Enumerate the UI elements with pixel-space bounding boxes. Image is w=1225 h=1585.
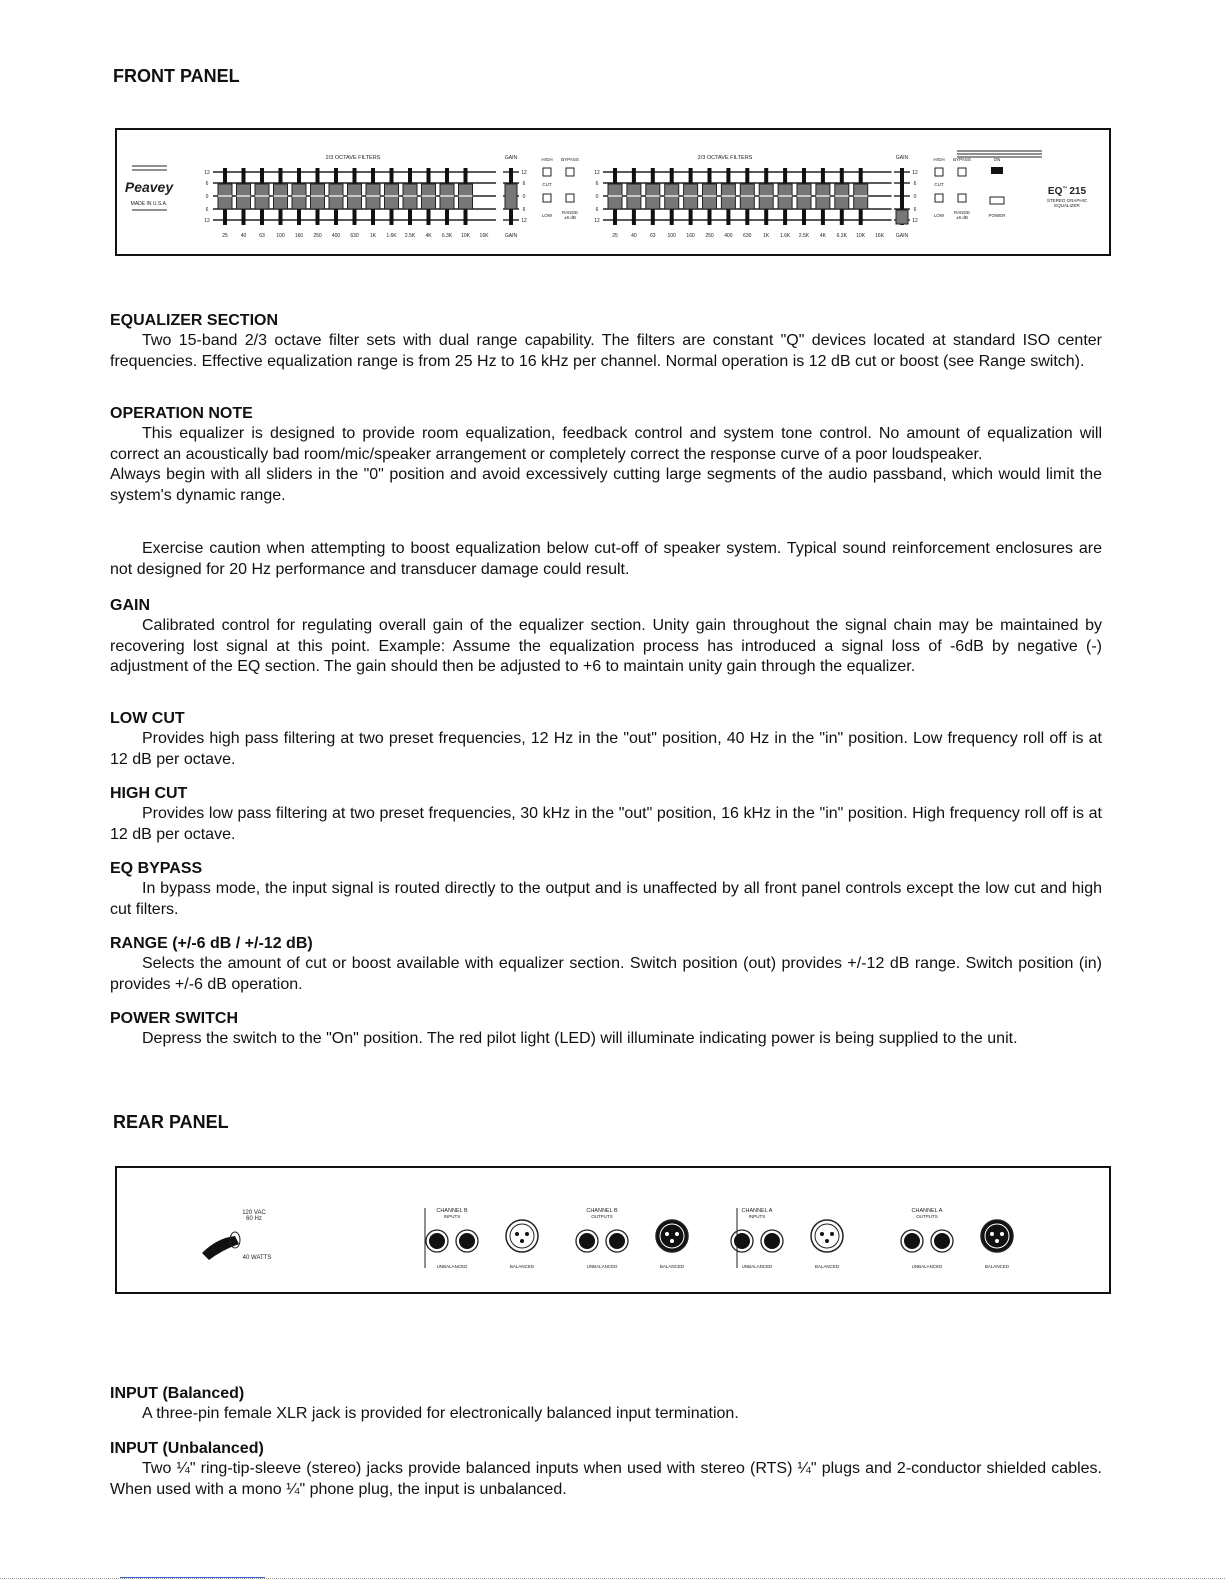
channel-label: CHANNEL A <box>911 1208 943 1214</box>
scale-label: 6 <box>595 181 599 187</box>
channel-sub-label: OUTPUTS <box>591 1214 613 1219</box>
frequency-label: 100 <box>276 233 285 239</box>
gain-scale-label: 12 <box>912 170 918 176</box>
channel-label: CHANNEL B <box>436 1208 468 1214</box>
high-cut-button[interactable] <box>543 168 551 176</box>
section-paragraph: In bypass mode, the input signal is routed directly to the output and is unaffected by all front panel controls except the low cut and high cut filters. <box>110 880 1102 918</box>
xlr-male-jack-icon[interactable] <box>656 1220 688 1252</box>
frequency-label: 250 <box>705 233 714 239</box>
frequency-label: 2.5K <box>404 233 416 239</box>
high-cut-label: HIGH <box>541 157 553 162</box>
bypass-button[interactable] <box>958 168 966 176</box>
jack-center <box>764 1233 780 1249</box>
section-operation-note <box>110 404 1102 506</box>
frequency-label: 1.6K <box>386 233 397 239</box>
frequency-label: 4K <box>819 233 826 239</box>
gain-scale-label: 6 <box>913 181 917 187</box>
gain-scale-label: 0 <box>913 194 917 200</box>
scale-label: 0 <box>595 194 599 200</box>
range-value-label: ±6 dB <box>564 215 576 220</box>
frequency-label: 1K <box>763 233 770 239</box>
xlr-pin <box>515 1232 519 1236</box>
section-eq-bypass <box>110 859 1102 920</box>
xlr-pin <box>825 1239 829 1243</box>
gain-scale-label: 6 <box>522 207 526 213</box>
xlr-pin <box>525 1232 529 1236</box>
jack-center <box>459 1233 475 1249</box>
gain-slider-knob[interactable] <box>896 210 908 224</box>
section-paragraph: A three-pin female XLR jack is provided for electronically balanced input termination. <box>142 1405 739 1422</box>
high-cut-label: HIGH <box>933 157 945 162</box>
bypass-button[interactable] <box>566 168 574 176</box>
unbalanced-label: UNBALANCED <box>911 1264 943 1269</box>
section-gain <box>110 596 1102 678</box>
filters-label: 2/3 OCTAVE FILTERS <box>697 155 753 161</box>
scale-label: 6 <box>205 207 209 213</box>
on-label: ON <box>993 157 1001 162</box>
model-description: EQUALIZER <box>1054 203 1080 208</box>
power-led <box>991 167 1003 174</box>
frequency-label: 25 <box>222 233 228 239</box>
frequency-label: 40 <box>240 233 247 239</box>
frequency-label: 16K <box>875 233 885 239</box>
frequency-label: 160 <box>686 233 695 239</box>
scale-label: 6 <box>595 207 599 213</box>
xlr-pin <box>670 1239 674 1243</box>
low-cut-label: LOW <box>933 213 945 218</box>
xlr-pin <box>820 1232 824 1236</box>
section-range-6-db-12-db <box>110 934 1102 995</box>
xlr-female-jack-icon[interactable] <box>506 1220 538 1252</box>
frequency-label: 63 <box>650 233 656 239</box>
section-heading: POWER SWITCH <box>110 1010 238 1027</box>
frequency-label: 1K <box>369 233 377 239</box>
wattage-label: 40 WATTS <box>242 1255 272 1261</box>
section-power-switch <box>110 1009 1102 1050</box>
section-input-balanced <box>110 1384 1102 1425</box>
gain-scale-label: 6 <box>913 207 917 213</box>
frequency-label: 63 <box>259 233 265 239</box>
power-label: POWER <box>988 213 1006 218</box>
section-heading: INPUT (Unbalanced) <box>110 1440 264 1457</box>
unbalanced-label: UNBALANCED <box>586 1264 618 1269</box>
xlr-male-jack-icon[interactable] <box>981 1220 1013 1252</box>
scale-label: 12 <box>204 218 210 224</box>
high-cut-button[interactable] <box>935 168 943 176</box>
xlr-pin <box>830 1232 834 1236</box>
unbalanced-label: UNBALANCED <box>436 1264 468 1269</box>
section-heading: GAIN <box>110 597 150 614</box>
channel-sub-label: OUTPUTS <box>916 1214 938 1219</box>
frequency-label: 1.6K <box>779 233 791 239</box>
bypass-label: BYPASS <box>953 157 971 162</box>
frequency-label: 10K <box>856 233 866 239</box>
gain-scale-label: 0 <box>522 194 526 200</box>
filters-label: 2/3 OCTAVE FILTERS <box>325 155 381 161</box>
gain-scale-label: 6 <box>522 181 526 187</box>
frequency-label: 160 <box>294 233 304 239</box>
section-equalizer-section <box>110 311 1102 372</box>
frequency-label: 2.5K <box>798 233 810 239</box>
model-model-number: 215 <box>1069 186 1087 197</box>
model-model: EQ <box>1047 186 1063 197</box>
gain-scale-label: 12 <box>521 170 527 176</box>
section-paragraph: Always begin with all sliders in the "0" position and avoid excessively cutting large segments of the audio passband, which would limit the system's dynamic range. <box>110 466 1102 504</box>
section-heading: OPERATION NOTE <box>110 405 253 422</box>
frequency-label: 6.3K <box>836 233 847 239</box>
low-cut-button[interactable] <box>935 194 943 202</box>
gain-label: GAIN <box>504 155 518 161</box>
frequency-label: 400 <box>331 233 341 239</box>
gain-slider-knob[interactable] <box>505 184 517 209</box>
model-description: STEREO GRAPHIC <box>1046 198 1088 203</box>
section-input-unbalanced <box>110 1439 1102 1500</box>
jack-center <box>904 1233 920 1249</box>
section-paragraph: Exercise caution when attempting to boost equalization below cut-off of speaker system. Typical sound reinforcement enclosures are not designed for 20 Hz performance and transducer damage could result. <box>110 540 1102 578</box>
frequency-label: 4K <box>425 233 432 239</box>
range-button[interactable] <box>958 194 966 202</box>
section-heading: LOW CUT <box>110 710 185 727</box>
section-paragraph: Two ¼" ring-tip-sleeve (stereo) jacks provide balanced inputs when used with stereo (RTS) ¼" plugs and 2-conductor shielded cables. When used with a mono ¼" phone plug, the input is unbalanced. <box>110 1460 1102 1498</box>
ac-frequency-label: 60 Hz <box>246 1216 262 1222</box>
ac-voltage-label: 120 VAC <box>242 1210 266 1216</box>
xlr-female-jack-icon[interactable] <box>811 1220 843 1252</box>
frequency-label: 16K <box>479 233 489 239</box>
balanced-label: BALANCED <box>984 1264 1010 1269</box>
jack-center <box>429 1233 445 1249</box>
model-name <box>1048 186 1087 197</box>
xlr-pin <box>995 1239 999 1243</box>
made-in-label: MADE IN U.S.A. <box>130 201 168 207</box>
frequency-label: 400 <box>724 233 733 239</box>
gain-scale-label: 12 <box>912 218 918 224</box>
balanced-label: BALANCED <box>814 1264 840 1269</box>
xlr-pin <box>1000 1232 1004 1236</box>
section-note <box>110 539 1102 580</box>
gain-scale-label: 12 <box>521 218 527 224</box>
section-low-cut <box>110 709 1102 770</box>
section-paragraph: Calibrated control for regulating overall gain of the equalizer section. Unity gain throughout the signal chain may be maintained by recovering lost signal at this point. Example: Assume the equalization process has introduced a signal loss of -6dB by negative (-) adjustment of the EQ section. The gain should then be adjusted to +6 to maintain unity gain through the equalizer. <box>110 617 1102 675</box>
section-paragraph: Provides low pass filtering at two preset frequencies, 30 kHz in the "out" position, 16 kHz in the "in" position. High frequency roll off is at 12 dB per octave. <box>110 805 1102 843</box>
section-paragraph: Provides high pass filtering at two preset frequencies, 12 Hz in the "out" position, 40 Hz in the "in" position. Low frequency roll off is at 12 dB per octave. <box>110 730 1102 768</box>
jack-center <box>609 1233 625 1249</box>
front-panel-heading: FRONT PANEL <box>113 66 240 86</box>
xlr-pin <box>665 1232 669 1236</box>
section-paragraph: Depress the switch to the "On" position. The red pilot light (LED) will illuminate indicating power is being supplied to the unit. <box>142 1030 1018 1047</box>
rear-panel-heading: REAR PANEL <box>113 1112 229 1132</box>
scale-label: 0 <box>205 194 209 200</box>
balanced-label: BALANCED <box>509 1264 535 1269</box>
unbalanced-label: UNBALANCED <box>741 1264 773 1269</box>
frequency-label: 40 <box>631 233 637 239</box>
section-heading: EQ BYPASS <box>110 860 203 877</box>
section-heading: EQUALIZER SECTION <box>110 312 279 329</box>
frequency-label: 6.3K <box>441 233 453 239</box>
section-paragraph: Selects the amount of cut or boost available with equalizer section. Switch position (out) provides +/-12 dB range. Switch position (in) provides +/-6 dB operation. <box>110 955 1102 993</box>
scale-label: 6 <box>205 181 209 187</box>
channel-sub-label: INPUTS <box>443 1214 461 1219</box>
frequency-label: 630 <box>743 233 752 239</box>
footer-link-underline <box>120 1577 265 1578</box>
balanced-label: BALANCED <box>659 1264 685 1269</box>
frequency-label: 25 <box>612 233 618 239</box>
front-panel-diagram <box>115 128 1111 256</box>
range-label: RANGE <box>953 210 971 215</box>
range-label: RANGE <box>561 210 579 215</box>
xlr-pin <box>675 1232 679 1236</box>
channel-sub-label: INPUTS <box>748 1214 766 1219</box>
jack-center <box>579 1233 595 1249</box>
cut-label: CUT <box>934 182 944 187</box>
section-heading: RANGE (+/-6 dB / +/-12 dB) <box>110 935 313 952</box>
xlr-pin <box>520 1239 524 1243</box>
footer-divider <box>0 1578 1225 1579</box>
gain-label: GAIN <box>895 155 909 161</box>
model-model-tm: ™ <box>1062 186 1068 192</box>
channel-label: CHANNEL A <box>741 1208 773 1214</box>
section-paragraph: Two 15-band 2/3 octave filter sets with dual range capability. The filters are constant "Q" devices located at standard ISO center frequencies. Effective equalization range is from 25 Hz to 16 kHz per channel. Normal operation is 12 dB cut or boost (see Range switch). <box>110 332 1102 370</box>
cut-label: CUT <box>542 182 552 187</box>
jack-center <box>934 1233 950 1249</box>
scale-label: 12 <box>594 170 600 176</box>
section-paragraph: This equalizer is designed to provide room equalization, feedback control and system tone control. No amount of equalization will correct an acoustically bad room/mic/speaker arrangement or completely correct the response curve of a poor loudspeaker. <box>110 425 1102 463</box>
section-heading: HIGH CUT <box>110 785 188 802</box>
range-button[interactable] <box>566 194 574 202</box>
low-cut-label: LOW <box>541 213 553 218</box>
channel-label: CHANNEL B <box>586 1208 618 1214</box>
jack-center <box>734 1233 750 1249</box>
scale-label: 12 <box>204 170 210 176</box>
bypass-label: BYPASS <box>561 157 579 162</box>
range-value-label: ±6 dB <box>956 215 968 220</box>
peavey-logo: Peavey <box>124 179 174 195</box>
rear-panel-diagram <box>115 1166 1111 1294</box>
scale-label: 12 <box>594 218 600 224</box>
frequency-label: 630 <box>350 233 359 239</box>
section-high-cut <box>110 784 1102 845</box>
power-button[interactable] <box>990 197 1004 204</box>
frequency-label: 100 <box>667 233 676 239</box>
xlr-pin <box>990 1232 994 1236</box>
gain-label: GAIN <box>504 233 518 239</box>
section-heading: INPUT (Balanced) <box>110 1385 245 1402</box>
frequency-label: 250 <box>313 233 322 239</box>
frequency-label: 10K <box>461 233 470 239</box>
low-cut-button[interactable] <box>543 194 551 202</box>
gain-label: GAIN <box>895 233 909 239</box>
